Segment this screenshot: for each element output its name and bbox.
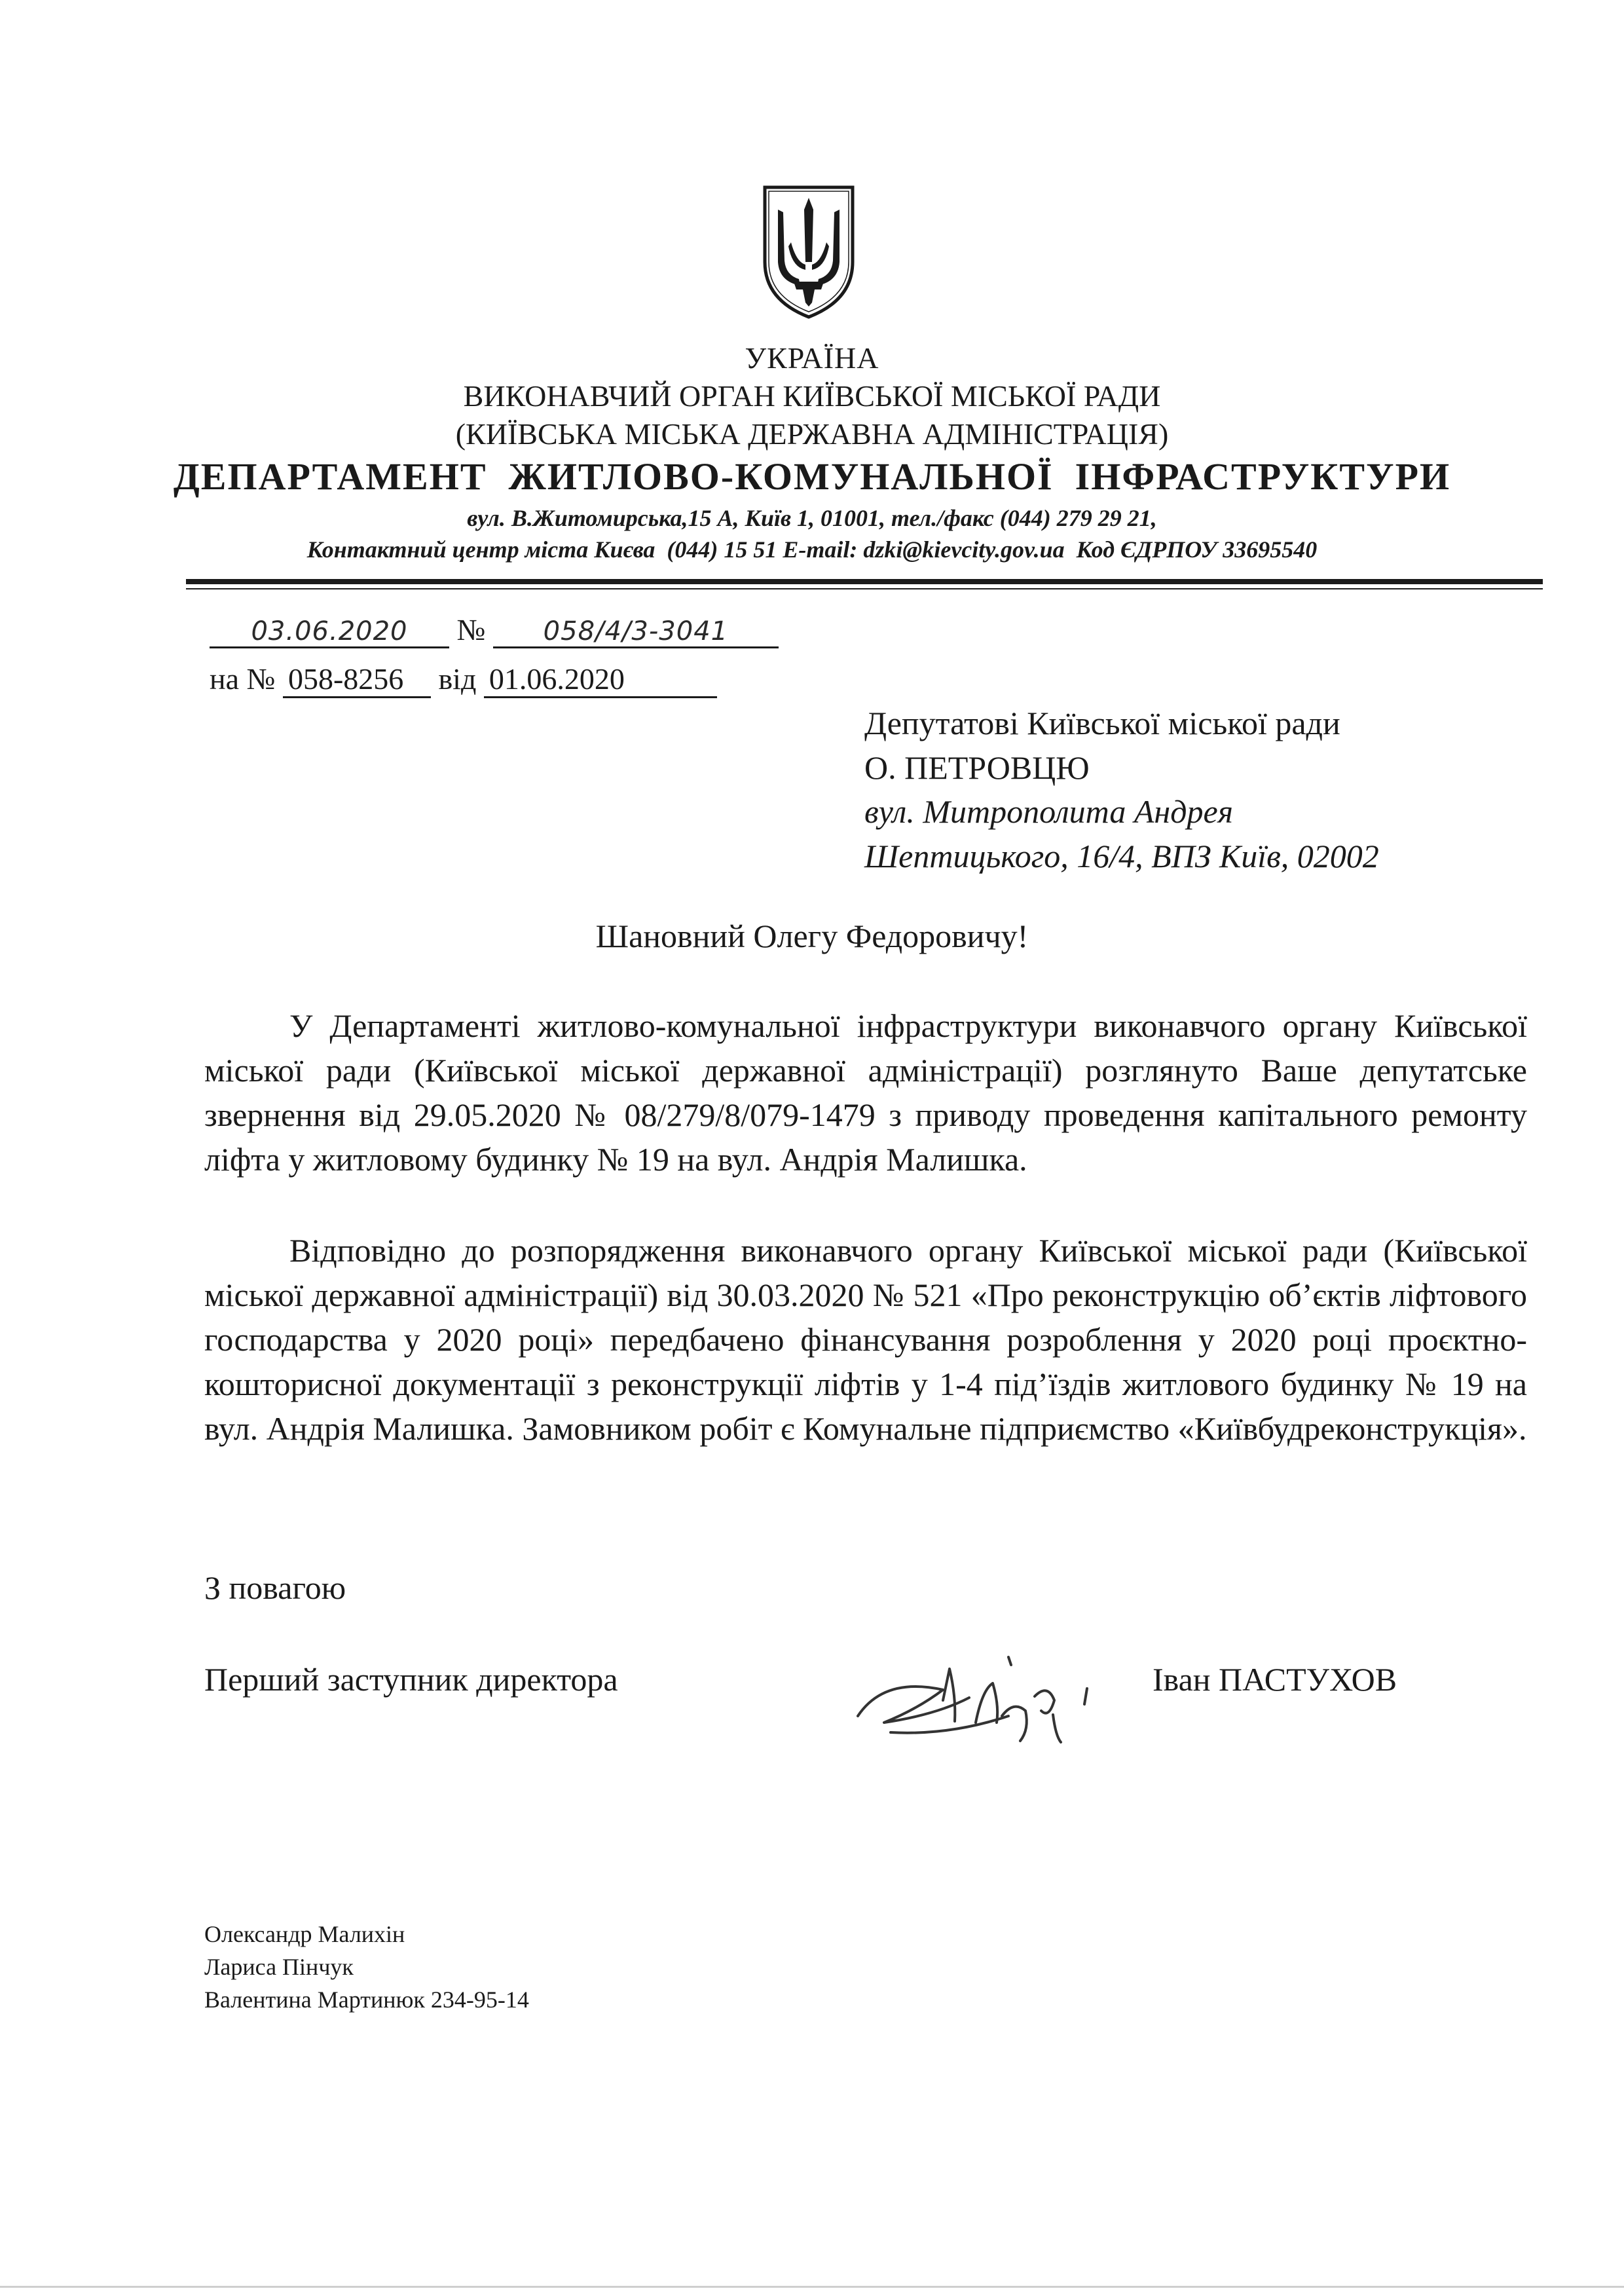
header-rule-thin — [186, 588, 1543, 589]
executor-2: Лариса Пінчук — [204, 1954, 354, 1980]
outgoing-date: 03.06.2020 — [210, 616, 449, 648]
handwritten-signature — [845, 1637, 1120, 1749]
reply-number: 058-8256 — [283, 662, 431, 698]
reply-date: 01.06.2020 — [484, 662, 717, 698]
addressee-name: О. ПЕТРОВЦЮ — [864, 749, 1090, 786]
header-address: вул. В.Житомирська,15 А, Київ 1, 01001, тел./факс (044) 279 29 21, — [467, 505, 1157, 531]
salutation: Шановний Олегу Федоровичу! — [595, 918, 1029, 954]
header-contact: Контактний центр міста Києва (044) 15 51 E-mail: dzki@kievcity.gov.ua Код ЄДРПОУ 33695540 — [306, 536, 1318, 563]
reply-prefix: на № — [210, 662, 276, 696]
signer-title: Перший заступник директора — [204, 1661, 618, 1698]
signer-name: Іван ПАСТУХОВ — [1153, 1661, 1397, 1698]
from-label: від — [438, 662, 477, 696]
reply-registration — [210, 662, 717, 698]
outgoing-number: 058/4/3-3041 — [493, 616, 779, 648]
addressee-city: Шептицького, 16/4, ВПЗ Київ, 02002 — [864, 838, 1379, 874]
header-kmda: (КИЇВСЬКА МІСЬКА ДЕРЖАВНА АДМІНІСТРАЦІЯ) — [455, 417, 1169, 451]
closing-regards: З повагою — [204, 1569, 346, 1606]
executor-1: Олександр Малихін — [204, 1921, 405, 1947]
addressee-position: Депутатові Київської міської ради — [864, 705, 1340, 741]
scan-edge-line — [0, 2286, 1624, 2288]
header-organ: ВИКОНАВЧИЙ ОРГАН КИЇВСЬКОЇ МІСЬКОЇ РАДИ — [463, 379, 1161, 413]
body-paragraph-2: Відповідно до розпорядження виконавчого органу Київської міської ради (Київської міської державної адміністрації) від 30.03.2020 № 521 «Про реконструкцію об’єктів ліфтового господарства у 2020 році» передбачено фінансування розроблення у 2020 році проєктно-кошторисної документації з реконструкції ліфтів у 1-4 під’їздів житлового будинку № 19 на вул. Андрія Малишка. Замовником робіт є Комунальне підприємство «Київбудреконструкція». — [204, 1232, 1527, 1447]
executor-3: Валентина Мартинюк 234-95-14 — [204, 1987, 529, 2013]
addressee-street: вул. Митрополита Андрея — [864, 793, 1233, 830]
body-paragraph-1: У Департаменті житлово-комунальної інфраструктури виконавчого органу Київської міської ради (Київської міської державної адміністрації) розглянуто Ваше депутатське звернення від 29.05.2020 № 08/279/8/079-1479 з приводу проведення капітального ремонту ліфта у житловому будинку № 19 на вул. Андрія Малишка. — [204, 1007, 1527, 1178]
header-rule-thick — [186, 579, 1543, 584]
trident-coat-of-arms-icon — [760, 183, 858, 321]
outgoing-registration — [210, 612, 779, 648]
header-department: ДЕПАРТАМЕНТ ЖИТЛОВО-КОМУНАЛЬНОЇ ІНФРАСТРУКТУРИ — [173, 455, 1451, 498]
number-label: № — [456, 613, 486, 646]
header-country: УКРАЇНА — [745, 341, 879, 375]
